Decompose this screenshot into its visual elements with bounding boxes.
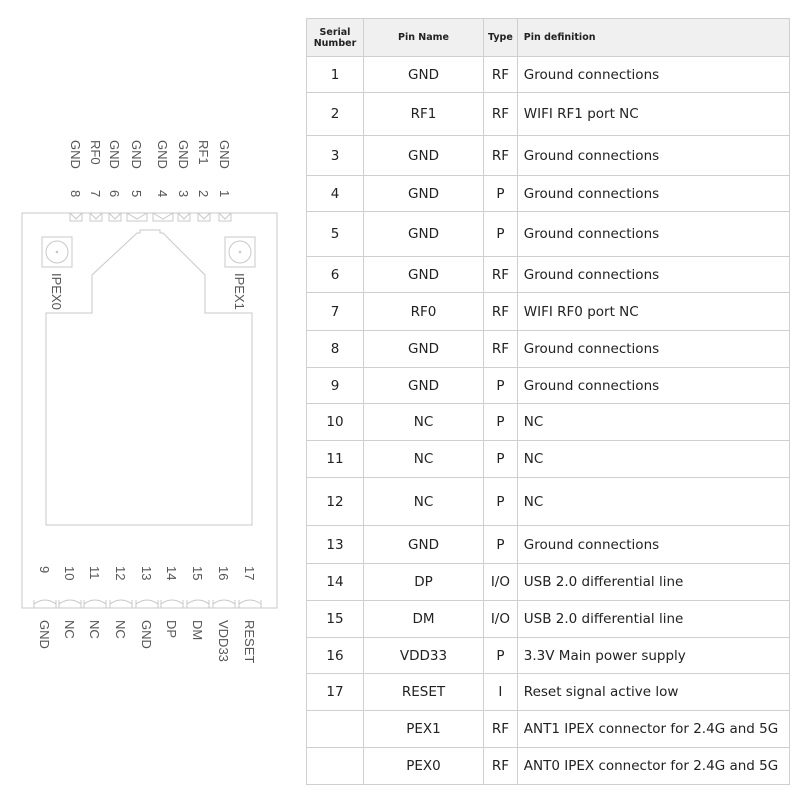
pin-pad (70, 213, 82, 221)
pin-name-cell: GND (364, 57, 484, 93)
bottom-pin-number-label: 16 (216, 566, 231, 581)
table-row (307, 711, 790, 748)
serial-number-cell: 12 (307, 478, 364, 526)
serial-number-cell: 3 (307, 136, 364, 176)
pin-name-cell: VDD33 (364, 638, 484, 674)
header-type: Type (484, 19, 518, 57)
ipex0-label: IPEX0 (49, 273, 64, 310)
pin-definition-cell: Reset signal active low (517, 674, 789, 711)
table-row (307, 136, 790, 176)
table-row (307, 748, 790, 785)
bottom-pin-number-label: 14 (164, 566, 179, 581)
bottom-pin-name-label: RESET (242, 620, 257, 664)
table-row (307, 293, 790, 331)
bottom-pin-name-label: DP (164, 620, 179, 639)
type-cell: RF (484, 136, 518, 176)
pin-name-cell: GND (364, 331, 484, 368)
table-row (307, 478, 790, 526)
pin-pad (59, 600, 81, 608)
pin-name-cell: DP (364, 564, 484, 601)
type-cell: P (484, 212, 518, 257)
pin-pad (239, 600, 261, 608)
pin-pad (178, 213, 190, 221)
serial-number-cell: 5 (307, 212, 364, 257)
module-pinout-diagram (0, 0, 300, 800)
table-row (307, 526, 790, 564)
top-pin-name-label: GND (68, 140, 83, 169)
serial-number-cell: 1 (307, 57, 364, 93)
pin-name-cell: NC (364, 441, 484, 478)
serial-number-cell: 6 (307, 257, 364, 293)
type-cell: P (484, 526, 518, 564)
table-row (307, 564, 790, 601)
ipex0-connector (42, 237, 72, 267)
serial-number-cell: 10 (307, 404, 364, 441)
pin-pad (187, 600, 209, 608)
type-cell: RF (484, 748, 518, 785)
type-cell: P (484, 176, 518, 212)
top-pin-number-label: 8 (68, 190, 83, 198)
type-cell: P (484, 441, 518, 478)
pin-name-cell: RESET (364, 674, 484, 711)
bottom-pin-number-label: 17 (242, 566, 257, 581)
pin-pad (136, 600, 158, 608)
top-pin-name-label: RF0 (88, 140, 103, 165)
pin-name-cell: GND (364, 368, 484, 404)
serial-number-cell: 8 (307, 331, 364, 368)
serial-number-cell: 2 (307, 93, 364, 136)
pin-pad (153, 213, 173, 221)
pin-pad (127, 213, 147, 221)
pin-name-cell: PEX0 (364, 748, 484, 785)
top-pin-name-label: GND (217, 140, 232, 169)
pin-definition-cell: NC (517, 404, 789, 441)
pin-name-cell: NC (364, 404, 484, 441)
pin-definition-cell: ANT0 IPEX connector for 2.4G and 5G (517, 748, 789, 785)
pin-name-cell: GND (364, 526, 484, 564)
top-pin-name-label: GND (155, 140, 170, 169)
table-row (307, 331, 790, 368)
pin-definition-cell: NC (517, 441, 789, 478)
pin-definition-cell: USB 2.0 differential line (517, 601, 789, 638)
serial-number-cell: 14 (307, 564, 364, 601)
pin-definition-cell: Ground connections (517, 526, 789, 564)
bottom-pin-number-label: 11 (87, 566, 102, 580)
bottom-pin-name-label: DM (190, 620, 205, 641)
bottom-pin-name-label: GND (139, 620, 154, 649)
table-row (307, 638, 790, 674)
top-pin-number-label: 6 (107, 190, 122, 198)
type-cell: P (484, 638, 518, 674)
pin-name-cell: RF1 (364, 93, 484, 136)
bottom-pin-name-label: GND (37, 620, 52, 649)
pin-pad (213, 600, 235, 608)
pin-pad (110, 600, 132, 608)
pin-definition-cell: USB 2.0 differential line (517, 564, 789, 601)
serial-number-cell (307, 711, 364, 748)
pin-definition-cell: Ground connections (517, 212, 789, 257)
top-pin-name-label: GND (176, 140, 191, 169)
pin-definition-cell: WIFI RF1 port NC (517, 93, 789, 136)
top-pin-number-label: 4 (155, 190, 170, 198)
pin-definition-cell: ANT1 IPEX connector for 2.4G and 5G (517, 711, 789, 748)
table-row (307, 93, 790, 136)
table-row (307, 441, 790, 478)
pin-name-cell: GND (364, 136, 484, 176)
type-cell: I/O (484, 601, 518, 638)
pin-definition-cell: Ground connections (517, 57, 789, 93)
table-row (307, 368, 790, 404)
pin-definition-cell: Ground connections (517, 176, 789, 212)
top-pin-name-label: RF1 (196, 140, 211, 165)
header-serial-number: Serial Number (307, 19, 364, 57)
header-pin-definition: Pin definition (517, 19, 789, 57)
pin-pad (219, 213, 231, 221)
pin-name-cell: GND (364, 212, 484, 257)
pin-pad (34, 600, 56, 608)
pin-definition-cell: 3.3V Main power supply (517, 638, 789, 674)
table-row (307, 601, 790, 638)
pin-definition-cell: Ground connections (517, 331, 789, 368)
bottom-pin-name-label: VDD33 (216, 620, 231, 662)
ipex1-connector (225, 237, 255, 267)
rf-shield-outline (46, 230, 252, 525)
pin-name-cell: NC (364, 478, 484, 526)
top-pin-number-label: 7 (88, 190, 103, 198)
top-pin-number-label: 2 (196, 190, 211, 198)
type-cell: RF (484, 293, 518, 331)
type-cell: I (484, 674, 518, 711)
bottom-pin-name-label: NC (113, 620, 128, 639)
pin-definition-cell: Ground connections (517, 257, 789, 293)
pin-pad (84, 600, 106, 608)
pin-definition-cell: NC (517, 478, 789, 526)
table-row (307, 176, 790, 212)
pin-definition-table (306, 18, 790, 785)
pin-name-cell: DM (364, 601, 484, 638)
type-cell: I/O (484, 564, 518, 601)
top-pin-name-label: GND (129, 140, 144, 169)
type-cell: RF (484, 257, 518, 293)
pin-pad (198, 213, 210, 221)
serial-number-cell: 7 (307, 293, 364, 331)
serial-number-cell: 4 (307, 176, 364, 212)
table-row (307, 404, 790, 441)
type-cell: P (484, 478, 518, 526)
table-header-row (307, 19, 790, 57)
table-row (307, 212, 790, 257)
pin-definition-cell: WIFI RF0 port NC (517, 293, 789, 331)
serial-number-cell: 11 (307, 441, 364, 478)
bottom-pin-name-label: NC (62, 620, 77, 639)
header-pin-name: Pin Name (364, 19, 484, 57)
table-row (307, 57, 790, 93)
pin-pad (161, 600, 183, 608)
bottom-pin-name-label: NC (87, 620, 102, 639)
serial-number-cell: 15 (307, 601, 364, 638)
serial-number-cell: 17 (307, 674, 364, 711)
top-pin-number-label: 3 (176, 190, 191, 198)
serial-number-cell (307, 748, 364, 785)
bottom-pin-number-label: 10 (62, 566, 77, 581)
table-row (307, 674, 790, 711)
bottom-pin-number-label: 15 (190, 566, 205, 581)
type-cell: RF (484, 57, 518, 93)
type-cell: P (484, 368, 518, 404)
bottom-pin-number-label: 13 (139, 566, 154, 581)
top-pin-number-label: 1 (217, 190, 232, 198)
pin-name-cell: GND (364, 176, 484, 212)
pin-definition-cell: Ground connections (517, 136, 789, 176)
table-row (307, 257, 790, 293)
pin-name-cell: GND (364, 257, 484, 293)
top-pin-number-label: 5 (129, 190, 144, 198)
serial-number-cell: 9 (307, 368, 364, 404)
pin-pad (109, 213, 121, 221)
pin-name-cell: RF0 (364, 293, 484, 331)
type-cell: RF (484, 93, 518, 136)
type-cell: P (484, 404, 518, 441)
type-cell: RF (484, 711, 518, 748)
type-cell: RF (484, 331, 518, 368)
pin-definition-cell: Ground connections (517, 368, 789, 404)
top-pin-name-label: GND (107, 140, 122, 169)
serial-number-cell: 16 (307, 638, 364, 674)
bottom-pin-number-label: 12 (113, 566, 128, 581)
pin-name-cell: PEX1 (364, 711, 484, 748)
pin-pad (90, 213, 102, 221)
bottom-pin-number-label: 9 (37, 566, 52, 574)
ipex1-label: IPEX1 (232, 273, 247, 310)
serial-number-cell: 13 (307, 526, 364, 564)
